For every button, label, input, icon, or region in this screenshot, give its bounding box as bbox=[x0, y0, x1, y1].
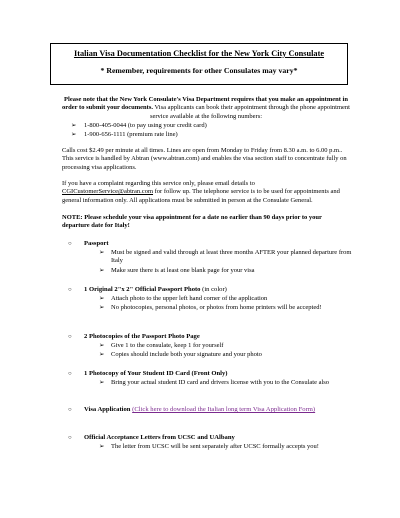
acceptance-item-1 bbox=[99, 443, 356, 451]
phone-item-2 bbox=[71, 131, 354, 139]
section-heading: 2 Photocopies of the Passport Photo Page bbox=[84, 333, 200, 340]
section-heading bbox=[84, 286, 227, 294]
arrow-bullet-icon: ➢ bbox=[99, 443, 105, 450]
intro-paragraph bbox=[62, 96, 350, 121]
photo-heading-text: 1 Original 2"x 2" Official Passport Photo bbox=[84, 286, 201, 293]
passport-item-2 bbox=[99, 267, 356, 275]
phone-text: 1-900-656-1111 (premium rate line) bbox=[84, 131, 178, 138]
arrow-bullet-icon: ➢ bbox=[99, 351, 105, 358]
arrow-bullet-icon: ➢ bbox=[99, 249, 105, 256]
photocopies-item-2 bbox=[99, 351, 356, 359]
complaint-text-2: for follow up. The telephone service is to be used for appointments and general information only. All applications must be submitted in person at the Consulate General. bbox=[62, 188, 340, 204]
item-text: No photocopies, personal photos, or photos from home printers will be accepted! bbox=[111, 304, 322, 311]
item-text: Attach photo to the upper left hand corner of the application bbox=[111, 295, 268, 302]
complaint-email-link[interactable]: CGICustomerService@abtran.com bbox=[62, 188, 154, 196]
item-text: Make sure there is at least one blank page for your visa bbox=[111, 267, 255, 274]
note-paragraph: NOTE: Please schedule your visa appointment for a date no earlier than 90 days prior to your departure date for Italy! bbox=[62, 214, 322, 230]
passport-item-1 bbox=[99, 249, 356, 266]
photo-item-1 bbox=[99, 295, 356, 303]
photocopies-item-1 bbox=[99, 342, 356, 350]
phone-text: 1-800-405-0044 (to pay using your credit card) bbox=[84, 122, 207, 129]
circle-bullet-icon: ○ bbox=[68, 371, 72, 377]
arrow-bullet-icon: ➢ bbox=[71, 122, 77, 129]
complaint-text-1: If you have a complaint regarding this service only, please email details to bbox=[62, 180, 255, 187]
photo-heading-suffix: (in color) bbox=[200, 286, 227, 293]
section-heading: Visa Application bbox=[84, 406, 131, 413]
arrow-bullet-icon: ➢ bbox=[99, 295, 105, 302]
arrow-bullet-icon: ➢ bbox=[71, 131, 77, 138]
document-title: Italian Visa Documentation Checklist for the New York City Consulate bbox=[73, 49, 325, 58]
arrow-bullet-icon: ➢ bbox=[99, 267, 105, 274]
item-text: Copies should include both your signature and your photo bbox=[111, 351, 262, 358]
item-text: Bring your actual student ID card and drivers license with you to the Consulate also bbox=[111, 379, 330, 386]
document-subtitle: * Remember, requirements for other Consulates may vary* bbox=[100, 66, 298, 75]
circle-bullet-icon: ○ bbox=[68, 435, 72, 441]
title-box bbox=[50, 43, 348, 85]
complaint-paragraph bbox=[62, 180, 350, 205]
visa-application-line bbox=[84, 406, 354, 414]
arrow-bullet-icon: ➢ bbox=[99, 379, 105, 386]
phone-item-1 bbox=[71, 122, 354, 130]
visa-application-download-link[interactable]: (Click here to download the Italian long term Visa Application Form) bbox=[132, 406, 316, 413]
intro-bold-text: Please note that the New York Consulate's Visa Department requires that you make an appointment in order to submit your documents. bbox=[62, 96, 348, 112]
circle-bullet-icon: ○ bbox=[68, 287, 72, 293]
section-heading: Official Acceptance Letters from UCSC and UAlbany bbox=[84, 434, 235, 441]
student-id-item-1 bbox=[99, 379, 356, 387]
section-heading: 1 Photocopy of Your Student ID Card (Front Only) bbox=[84, 370, 228, 377]
arrow-bullet-icon: ➢ bbox=[99, 304, 105, 311]
arrow-bullet-icon: ➢ bbox=[99, 342, 105, 349]
photo-item-2 bbox=[99, 304, 356, 312]
item-text: Must be signed and valid through at least three months AFTER your planned departure from Italy bbox=[111, 249, 352, 265]
circle-bullet-icon: ○ bbox=[68, 407, 72, 413]
circle-bullet-icon: ○ bbox=[68, 334, 72, 340]
section-heading: Passport bbox=[84, 240, 109, 247]
circle-bullet-icon: ○ bbox=[68, 241, 72, 247]
item-text: The letter from UCSC will be sent separately after UCSC formally accepts you! bbox=[111, 443, 319, 450]
intro-rest-text: Visa applicants can book their appointment through the phone appointment service available at the following numbers: bbox=[149, 104, 350, 120]
item-text: Give 1 to the consulate, keep 1 for yourself bbox=[111, 342, 224, 349]
calls-paragraph: Calls cost $2.49 per minute at all times. Lines are open from Monday to Friday from 8.30 a.m. to 6.00 p.m.. This service is handled by Abtran (www.abtran.com) and enables the visa section staff to concentrate fully on processing visa applications. bbox=[62, 147, 347, 171]
